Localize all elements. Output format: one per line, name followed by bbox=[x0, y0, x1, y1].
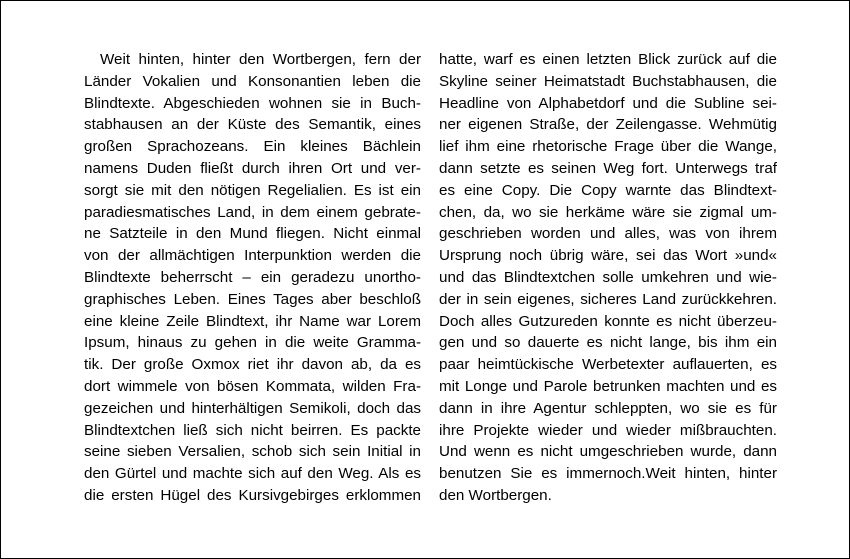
right-text-column bbox=[439, 49, 777, 507]
text-line: mit Longe und Parole betrunken machten und es bbox=[439, 377, 777, 395]
text-line: Blindtextchen ließ sich nicht beirren. Es packte bbox=[84, 421, 421, 439]
text-line: geschrieben worden und alles, was von ihrem bbox=[439, 225, 777, 243]
text-line: und das Blindtextchen solle umkehren und wie- bbox=[439, 268, 777, 286]
text-line: paar heimtückische Werbetexter auflauerten, es bbox=[439, 356, 777, 374]
text-line: es eine Copy. Die Copy warnte das Blindtext- bbox=[439, 181, 777, 199]
text-line: ner eigenen Straße, der Zeilengasse. Wehmütig bbox=[439, 116, 777, 134]
text-line: Weit hinten, hinter den Wortbergen, fern der bbox=[100, 51, 421, 68]
text-line: benutzen Sie es immernoch.Weit hinten, hinter bbox=[439, 465, 777, 483]
text-line: Skyline seiner Heimatstadt Buchstabhausen, die bbox=[439, 72, 777, 90]
text-line: eine kleine Zeile Blindtext, ihr Name war Lorem bbox=[84, 312, 421, 330]
text-line: hatte, warf es einen letzten Blick zurück auf die bbox=[439, 51, 777, 68]
text-line: Länder Vokalien und Konsonantien leben die bbox=[84, 72, 421, 90]
text-line: der in sein eigenes, sicheres Land zurückkehren. bbox=[439, 290, 777, 308]
text-line: dort wimmele von bösen Kommata, wilden Fra- bbox=[84, 377, 421, 395]
text-line: Und wenn es nicht umgeschrieben wurde, dann bbox=[439, 443, 777, 461]
text-line: dann in ihre Agentur schleppten, wo sie es für bbox=[439, 399, 777, 417]
text-line: gezeichen und hinterhältigen Semikoli, doch das bbox=[84, 399, 421, 417]
text-line: den Gürtel und machte sich auf den Weg. Als es bbox=[84, 465, 421, 483]
text-line: den Wortbergen. bbox=[439, 486, 552, 504]
text-line: die ersten Hügel des Kursivgebirges erklommen bbox=[84, 486, 421, 504]
text-line: Blindtexte beherrscht – ein geradezu unortho- bbox=[84, 268, 421, 286]
text-line: ne Satzteile in den Mund fliegen. Nicht einmal bbox=[84, 225, 421, 243]
text-line: Headline von Alphabetdorf und die Subline sei- bbox=[439, 94, 777, 112]
text-line: lief ihm eine rhetorische Frage über die Wange, bbox=[439, 138, 777, 156]
text-line: tik. Der große Oxmox riet ihr davon ab, da es bbox=[84, 356, 421, 374]
text-line: großen Sprachozeans. Ein kleines Bächlein bbox=[84, 138, 421, 156]
text-line: namens Duden fließt durch ihren Ort und ver- bbox=[84, 159, 421, 177]
text-line: dann setzte es seinen Weg fort. Unterwegs traf bbox=[439, 159, 777, 177]
text-line: sorgt sie mit den nötigen Regelialien. Es ist ein bbox=[84, 181, 421, 199]
text-line: stabhausen an der Küste des Semantik, eines bbox=[84, 116, 421, 134]
text-line: seine sieben Versalien, schob sich sein Initial in bbox=[84, 443, 421, 461]
text-line: von der allmächtigen Interpunktion werden die bbox=[84, 247, 421, 265]
text-line: paradiesmatisches Land, in dem einem gebrate- bbox=[84, 203, 421, 221]
text-line: Ursprung noch übrig wäre, sei das Wort »und« bbox=[439, 247, 777, 265]
text-line: Doch alles Gutzureden konnte es nicht überzeu- bbox=[439, 312, 777, 330]
text-line: gen und so dauerte es nicht lange, bis ihm ein bbox=[439, 334, 777, 352]
text-line: chen, da, wo sie herkäme wäre sie zigmal um- bbox=[439, 203, 777, 221]
left-text-column bbox=[84, 49, 421, 507]
text-line: ihre Projekte wieder und wieder mißbrauchten. bbox=[439, 421, 777, 439]
text-line: Ipsum, hinaus zu gehen in die weite Gramma- bbox=[84, 334, 421, 352]
text-line: graphisches Leben. Eines Tages aber beschloß bbox=[84, 290, 421, 308]
text-line: Blindtexte. Abgeschieden wohnen sie in Buch- bbox=[84, 94, 421, 112]
